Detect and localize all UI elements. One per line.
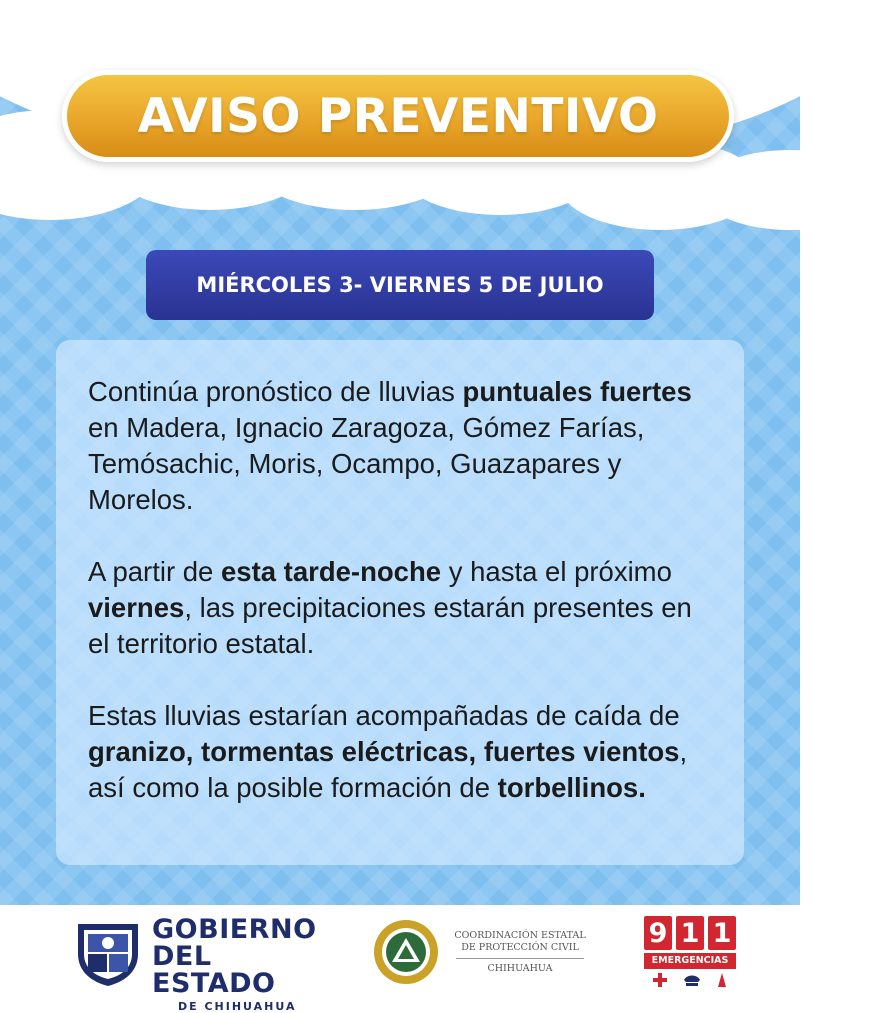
- page-title: AVISO PREVENTIVO: [137, 88, 659, 144]
- emergency-icons: [644, 971, 736, 989]
- title-banner: [62, 70, 734, 162]
- date-range-text: MIÉRCOLES 3- VIERNES 5 DE JULIO: [196, 273, 604, 297]
- body-text: en Madera, Ignacio Zaragoza, Gómez Farías, Temósachic, Moris, Ocampo, Guazapares y Morelos.: [88, 412, 645, 515]
- body-text: , así como la posible formación de: [88, 736, 688, 803]
- emphasis-text: viernes: [88, 592, 185, 623]
- pc-line1: COORDINACIÓN ESTATAL: [454, 930, 586, 941]
- paragraph-forecast: [88, 374, 712, 518]
- pc-line2: DE PROTECCIÓN CIVIL: [461, 942, 579, 953]
- pc-line3: CHIHUAHUA: [487, 963, 553, 974]
- gobierno-logo-text: [152, 916, 342, 1013]
- emergency-digit: 1: [708, 916, 736, 950]
- paragraph-hazards: [88, 698, 712, 806]
- police-cap-icon: [683, 973, 701, 987]
- body-text: , las precipitaciones estarán presentes en el territorio estatal.: [88, 592, 692, 659]
- emergency-digit: 9: [644, 916, 672, 950]
- civil-protection-icon: [372, 918, 440, 986]
- medical-cross-icon: [652, 972, 668, 988]
- body-text: Continúa pronóstico de lluvias: [88, 376, 463, 407]
- gobierno-line2: DEL ESTADO: [152, 941, 276, 999]
- emphasis-text: granizo, tormentas eléctricas, fuertes vientos: [88, 736, 680, 767]
- emergency-label: EMERGENCIAS: [644, 953, 736, 969]
- emergency-digits: [644, 916, 736, 950]
- state-coat-of-arms-icon: [74, 918, 142, 988]
- date-range-badge: [146, 250, 654, 320]
- body-text: Estas lluvias estarían acompañadas de caída de: [88, 700, 680, 731]
- gobierno-line3: DE CHIHUAHUA: [178, 1000, 297, 1013]
- gobierno-line1: GOBIERNO: [152, 914, 317, 945]
- emphasis-text: esta tarde-noche: [221, 556, 442, 587]
- emergency-digit: 1: [676, 916, 704, 950]
- body-text: y hasta el próximo: [441, 556, 672, 587]
- fire-extinguisher-icon: [716, 972, 728, 988]
- pc-divider: [456, 958, 584, 959]
- paragraph-timing: [88, 554, 712, 662]
- civil-protection-text: [450, 930, 590, 975]
- content-panel: [56, 340, 744, 865]
- body-text: A partir de: [88, 556, 221, 587]
- emergency-911-logo: [644, 916, 736, 990]
- emphasis-text: puntuales fuertes: [462, 376, 692, 407]
- emphasis-text: torbellinos.: [497, 772, 646, 803]
